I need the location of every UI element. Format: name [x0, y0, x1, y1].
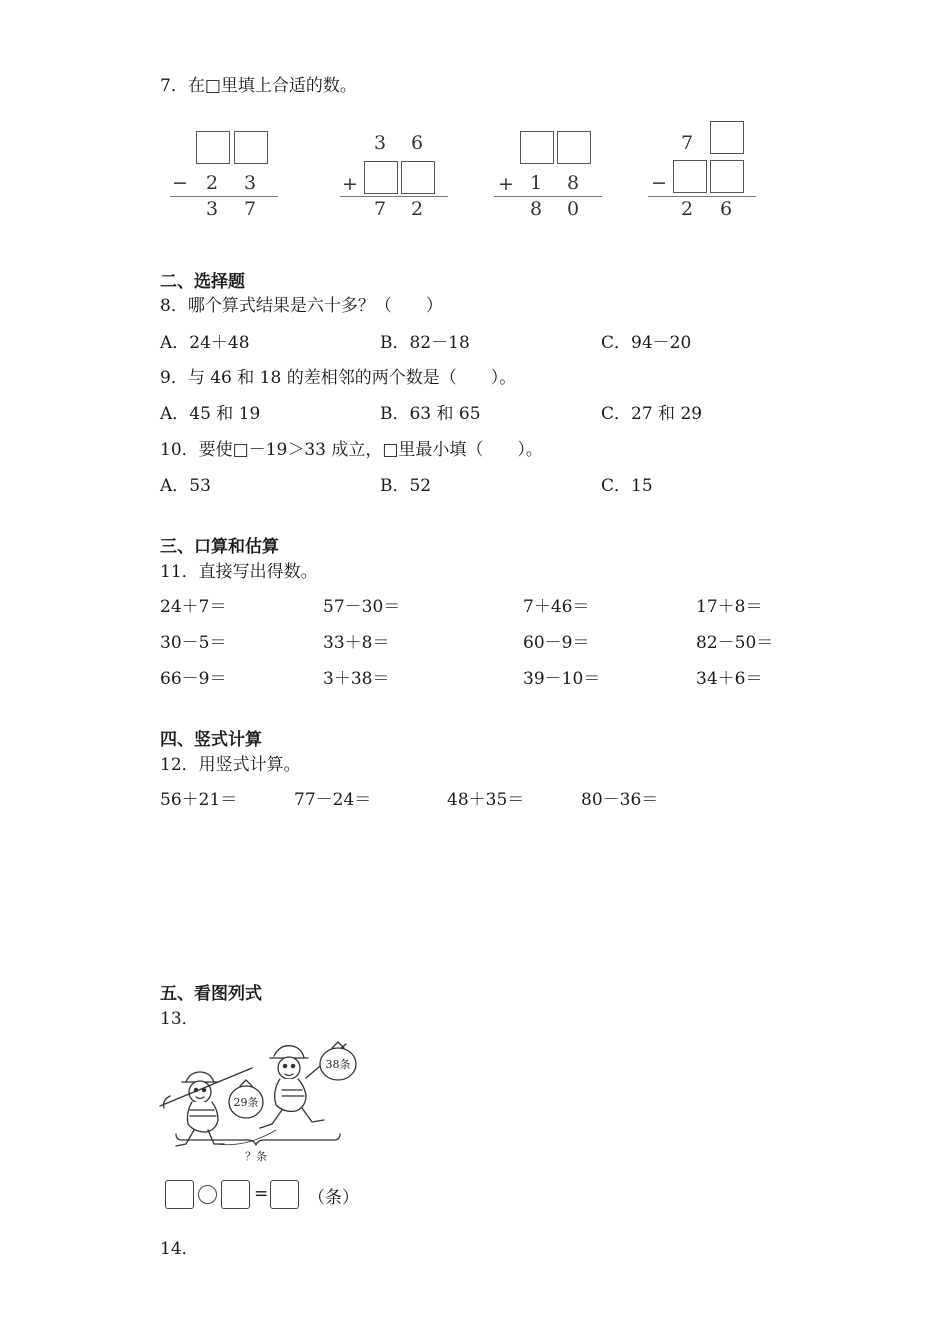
q7-p1-top-box-tens[interactable] — [196, 131, 230, 164]
q7-p2-mid-box-tens[interactable] — [364, 161, 398, 194]
q7-p4-result-tens: 2 — [680, 198, 694, 220]
q7-p4-mid-box-ones[interactable] — [710, 160, 744, 193]
q7-p2-operator: + — [342, 173, 358, 195]
q7-p4-result-ones: 6 — [719, 198, 733, 220]
q11-item: 30－5＝ — [160, 633, 227, 653]
q9-option-b[interactable]: B．63 和 65 — [380, 404, 481, 424]
q7-p3-result-tens: 8 — [529, 198, 543, 220]
q7-p2-mid-box-ones[interactable] — [401, 161, 435, 194]
q12-prompt: 12．用竖式计算。 — [160, 755, 301, 775]
q13-number: 13． — [160, 1009, 199, 1029]
q10-option-a[interactable]: A．53 — [160, 476, 211, 496]
q9-option-a[interactable]: A．45 和 19 — [160, 404, 261, 424]
bag-29-label: 29条 — [233, 1096, 259, 1109]
section-2-title: 二、选择题 — [160, 272, 245, 292]
q7-p2-rule — [340, 196, 448, 197]
q7-p2-top-ones: 6 — [410, 132, 424, 154]
q11-item: 7＋46＝ — [523, 597, 590, 617]
section-3-title: 三、口算和估算 — [160, 537, 279, 557]
q7-prompt: 7．在□里填上合适的数。 — [160, 76, 357, 96]
q12-item: 80－36＝ — [581, 790, 659, 810]
q13-equals-sign: = — [254, 1184, 269, 1204]
q7-p3-mid-ones: 8 — [566, 172, 580, 194]
q7-p2-top-tens: 3 — [373, 132, 387, 154]
q11-item: 34＋6＝ — [696, 669, 763, 689]
q13-answer-box-1[interactable] — [165, 1180, 194, 1209]
q13-answer-box-3[interactable] — [270, 1180, 299, 1209]
q11-item: 60－9＝ — [523, 633, 590, 653]
q9-option-c[interactable]: C．27 和 29 — [601, 404, 703, 424]
q13-illustration — [156, 1034, 362, 1166]
q13-answer-box-2[interactable] — [221, 1180, 250, 1209]
q8-option-b[interactable]: B．82－18 — [380, 333, 470, 353]
q7-p2-result-ones: 2 — [410, 198, 424, 220]
section-4-title: 四、竖式计算 — [160, 730, 262, 750]
q10-prompt: 10．要使□－19＞33 成立，□里最小填（ ）。 — [160, 440, 543, 460]
q10-option-c[interactable]: C．15 — [601, 476, 653, 496]
q12-item: 48＋35＝ — [447, 790, 525, 810]
q11-item: 24＋7＝ — [160, 597, 227, 617]
q7-p1-result-tens: 3 — [205, 198, 219, 220]
q7-p1-top-box-ones[interactable] — [234, 131, 268, 164]
cats-carrying-fish-illustration — [156, 1034, 362, 1166]
section-5-title: 五、看图列式 — [160, 984, 262, 1004]
q8-prompt: 8．哪个算式结果是六十多？（ ） — [160, 296, 443, 316]
q11-item: 39－10＝ — [523, 669, 601, 689]
q11-item: 82－50＝ — [696, 633, 774, 653]
q11-prompt: 11．直接写出得数。 — [160, 562, 318, 582]
q7-p1-result-ones: 7 — [243, 198, 257, 220]
q11-item: 3＋38＝ — [323, 669, 390, 689]
q7-p4-mid-box-tens[interactable] — [673, 160, 707, 193]
q7-p3-top-box-tens[interactable] — [520, 131, 554, 164]
q9-prompt: 9．与 46 和 18 的差相邻的两个数是（ ）。 — [160, 368, 517, 388]
q7-p3-top-box-ones[interactable] — [557, 131, 591, 164]
q7-p2-result-tens: 7 — [373, 198, 387, 220]
q12-item: 56＋21＝ — [160, 790, 238, 810]
total-brace — [176, 1134, 340, 1145]
q7-p4-top-tens: 7 — [680, 132, 694, 154]
q7-p4-operator: − — [651, 172, 667, 194]
q13-unit: （条） — [308, 1188, 359, 1208]
q7-p1-operator: − — [172, 172, 188, 194]
q7-p3-result-ones: 0 — [566, 198, 580, 220]
q7-p4-rule — [648, 196, 756, 197]
q14-number: 14． — [160, 1239, 199, 1259]
q11-item: 17＋8＝ — [696, 597, 763, 617]
bag-38-label: 38条 — [325, 1058, 351, 1071]
q8-option-a[interactable]: A．24＋48 — [160, 333, 250, 353]
q12-item: 77－24＝ — [294, 790, 372, 810]
q7-p3-operator: + — [498, 173, 514, 195]
total-label: ？条 — [245, 1150, 267, 1163]
q7-p1-mid-ones: 3 — [243, 172, 257, 194]
q10-option-b[interactable]: B．52 — [380, 476, 432, 496]
q7-p3-mid-tens: 1 — [529, 172, 543, 194]
q8-option-c[interactable]: C．94－20 — [601, 333, 692, 353]
q11-item: 57－30＝ — [323, 597, 401, 617]
q11-item: 33＋8＝ — [323, 633, 390, 653]
q7-p1-mid-tens: 2 — [205, 172, 219, 194]
q7-p3-rule — [494, 196, 602, 197]
q11-item: 66－9＝ — [160, 669, 227, 689]
q7-p1-rule — [170, 196, 278, 197]
q7-p4-top-box-ones[interactable] — [710, 121, 744, 154]
q13-operator-circle[interactable] — [198, 1185, 217, 1204]
